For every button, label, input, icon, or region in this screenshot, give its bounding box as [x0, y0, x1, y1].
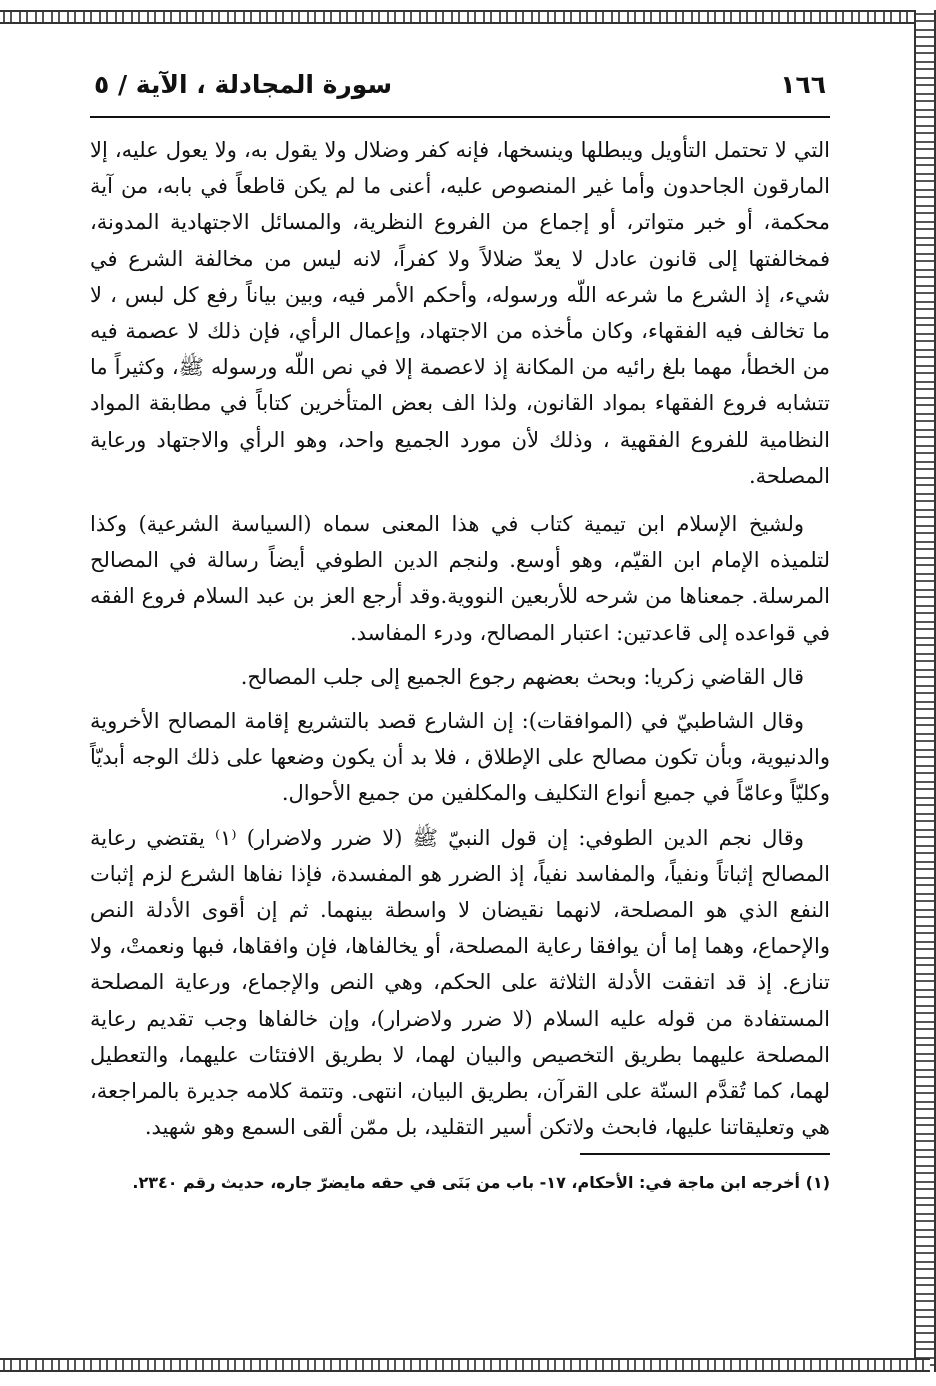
paragraph-4: وقال الشاطبيّ في (الموافقات): إن الشارع قصد بالتشريع إقامة المصالح الأخروية والدنيوية، وبأن تكون مصالح على الإطلاق ، فلا بد أن يكون وضعها على ذلك الوجه أبديّاً وكليّاً وعامّاً في جميع أنواع التكليف والمكلفين من جميع الأحوال.: [90, 709, 830, 806]
footnote-divider: [580, 1153, 830, 1155]
surah-title: سورة المجادلة ، الآية / ٥: [94, 70, 393, 99]
page-number: ١٦٦: [780, 70, 826, 99]
paragraph-1: التي لا تحتمل التأويل ويبطلها وينسخها، فإنه كفر وضلال ولا يقول به، ولا يعول عليه، إلا المارقون الجاحدون وأما غير المنصوص عليه، أعنى ما لم يكن قاطعاً في بابه، من آية محكمة، أو خبر متواتر، أو إجماع من الفروع النظرية، والمسائل الاجتهادية المدونة، فمخالفتها إلى قانون عادل لا يعدّ ضلالاً ولا كفراً، لانه ليس من مخالفة الشرع في شيء، إذ الشرع ما شرعه اللّه ورسوله، وأحكم الأمر فيه، وبين بياناً رفع كل لبس ، لا ما تخالف فيه الفقهاء، وكان مأخذه من الاجتهاد، وإعمال الرأي، فإن ذلك لا عصمة فيه من الخطأ، مهما بلغ رائيه من المكانة إذ لاعصمة إلا في نص اللّه ورسوله ﷺ، وكثيراً ما تتشابه فروع الفقهاء بمواد القانون، ولذا الف بعض المتأخرين كتاباً في مطابقة المواد النظامية للفروع الفقهية ، وذلك لأن مورد الجميع واحد، وهو الرأي والاجتهاد ورعاية المصلحة.: [90, 138, 830, 488]
footnote: (١) أخرجه ابن ماجة في: الأحكام، ١٧- باب من بَنَى في حقه مايضرّ جاره، حديث رقم ٢٣٤٠.: [132, 1173, 830, 1193]
paragraph-3: قال القاضي زكريا: وبحث بعضهم رجوع الجميع إلى جلب المصالح.: [240, 664, 804, 689]
right-decorative-border: [914, 10, 936, 1372]
bottom-decorative-border: [0, 1358, 930, 1372]
book-page: [90, 70, 830, 1211]
paragraph-5: وقال نجم الدين الطوفي: إن قول النبيّ ﷺ (لا ضرر ولاضرار) ⁽١⁾ يقتضي رعاية المصالح إثباتاً ونفياً، والمفاسد نفياً، إذ الضرر هو المفسدة، فإذا نفاها الشرع لزم إثبات النفع الذي هو المصلحة، لانهما نقيضان لا واسطة بينهما. ثم إن أقوى الأدلة النص والإحماع، وهما إما أن يوافقا رعاية المصلحة، أو يخالفاها، فإن وافقاها، فبها ونعمتْ، ولا تنازع. إذ قد اتفقت الأدلة الثلاثة على الحكم، وهي النص والإجماع، ورعاية المصلحة المستفادة من قوله عليه السلام (لا ضرر ولاضرار)، وإن خالفاها وجب تقديم رعاية المصلحة عليهما بطريق التخصيص والبيان لهما، لا بطريق الافتئات عليهما، والتعطيل لهما، كما تُقدَّم السنّة على القرآن، بطريق البيان، انتهى. وتتمة كلامه جديرة بالمراجعة، هي وتعليقاتنا عليها، فابحث ولاتكن أسير التقليد، بل ممّن ألقى السمع وهو شهيد.: [90, 825, 830, 1140]
top-decorative-border: [0, 10, 930, 24]
paragraph-2: ولشيخ الإسلام ابن تيمية كتاب في هذا المعنى سماه (السياسة الشرعية) وكذا لتلميذه الإمام ابن القيّم، وهو أوسع. ولنجم الدين الطوفي أيضاً رسالة في المصالح المرسلة. جمعناها من شرحه للأربعين النووية.وقد أرجع العز بن عبد السلام فروع الفقه في قواعده إلى قاعدتين: اعتبار المصالح، ودرء المفاسد.: [90, 512, 830, 645]
page-header: [90, 70, 830, 118]
body-text: [90, 132, 830, 1145]
